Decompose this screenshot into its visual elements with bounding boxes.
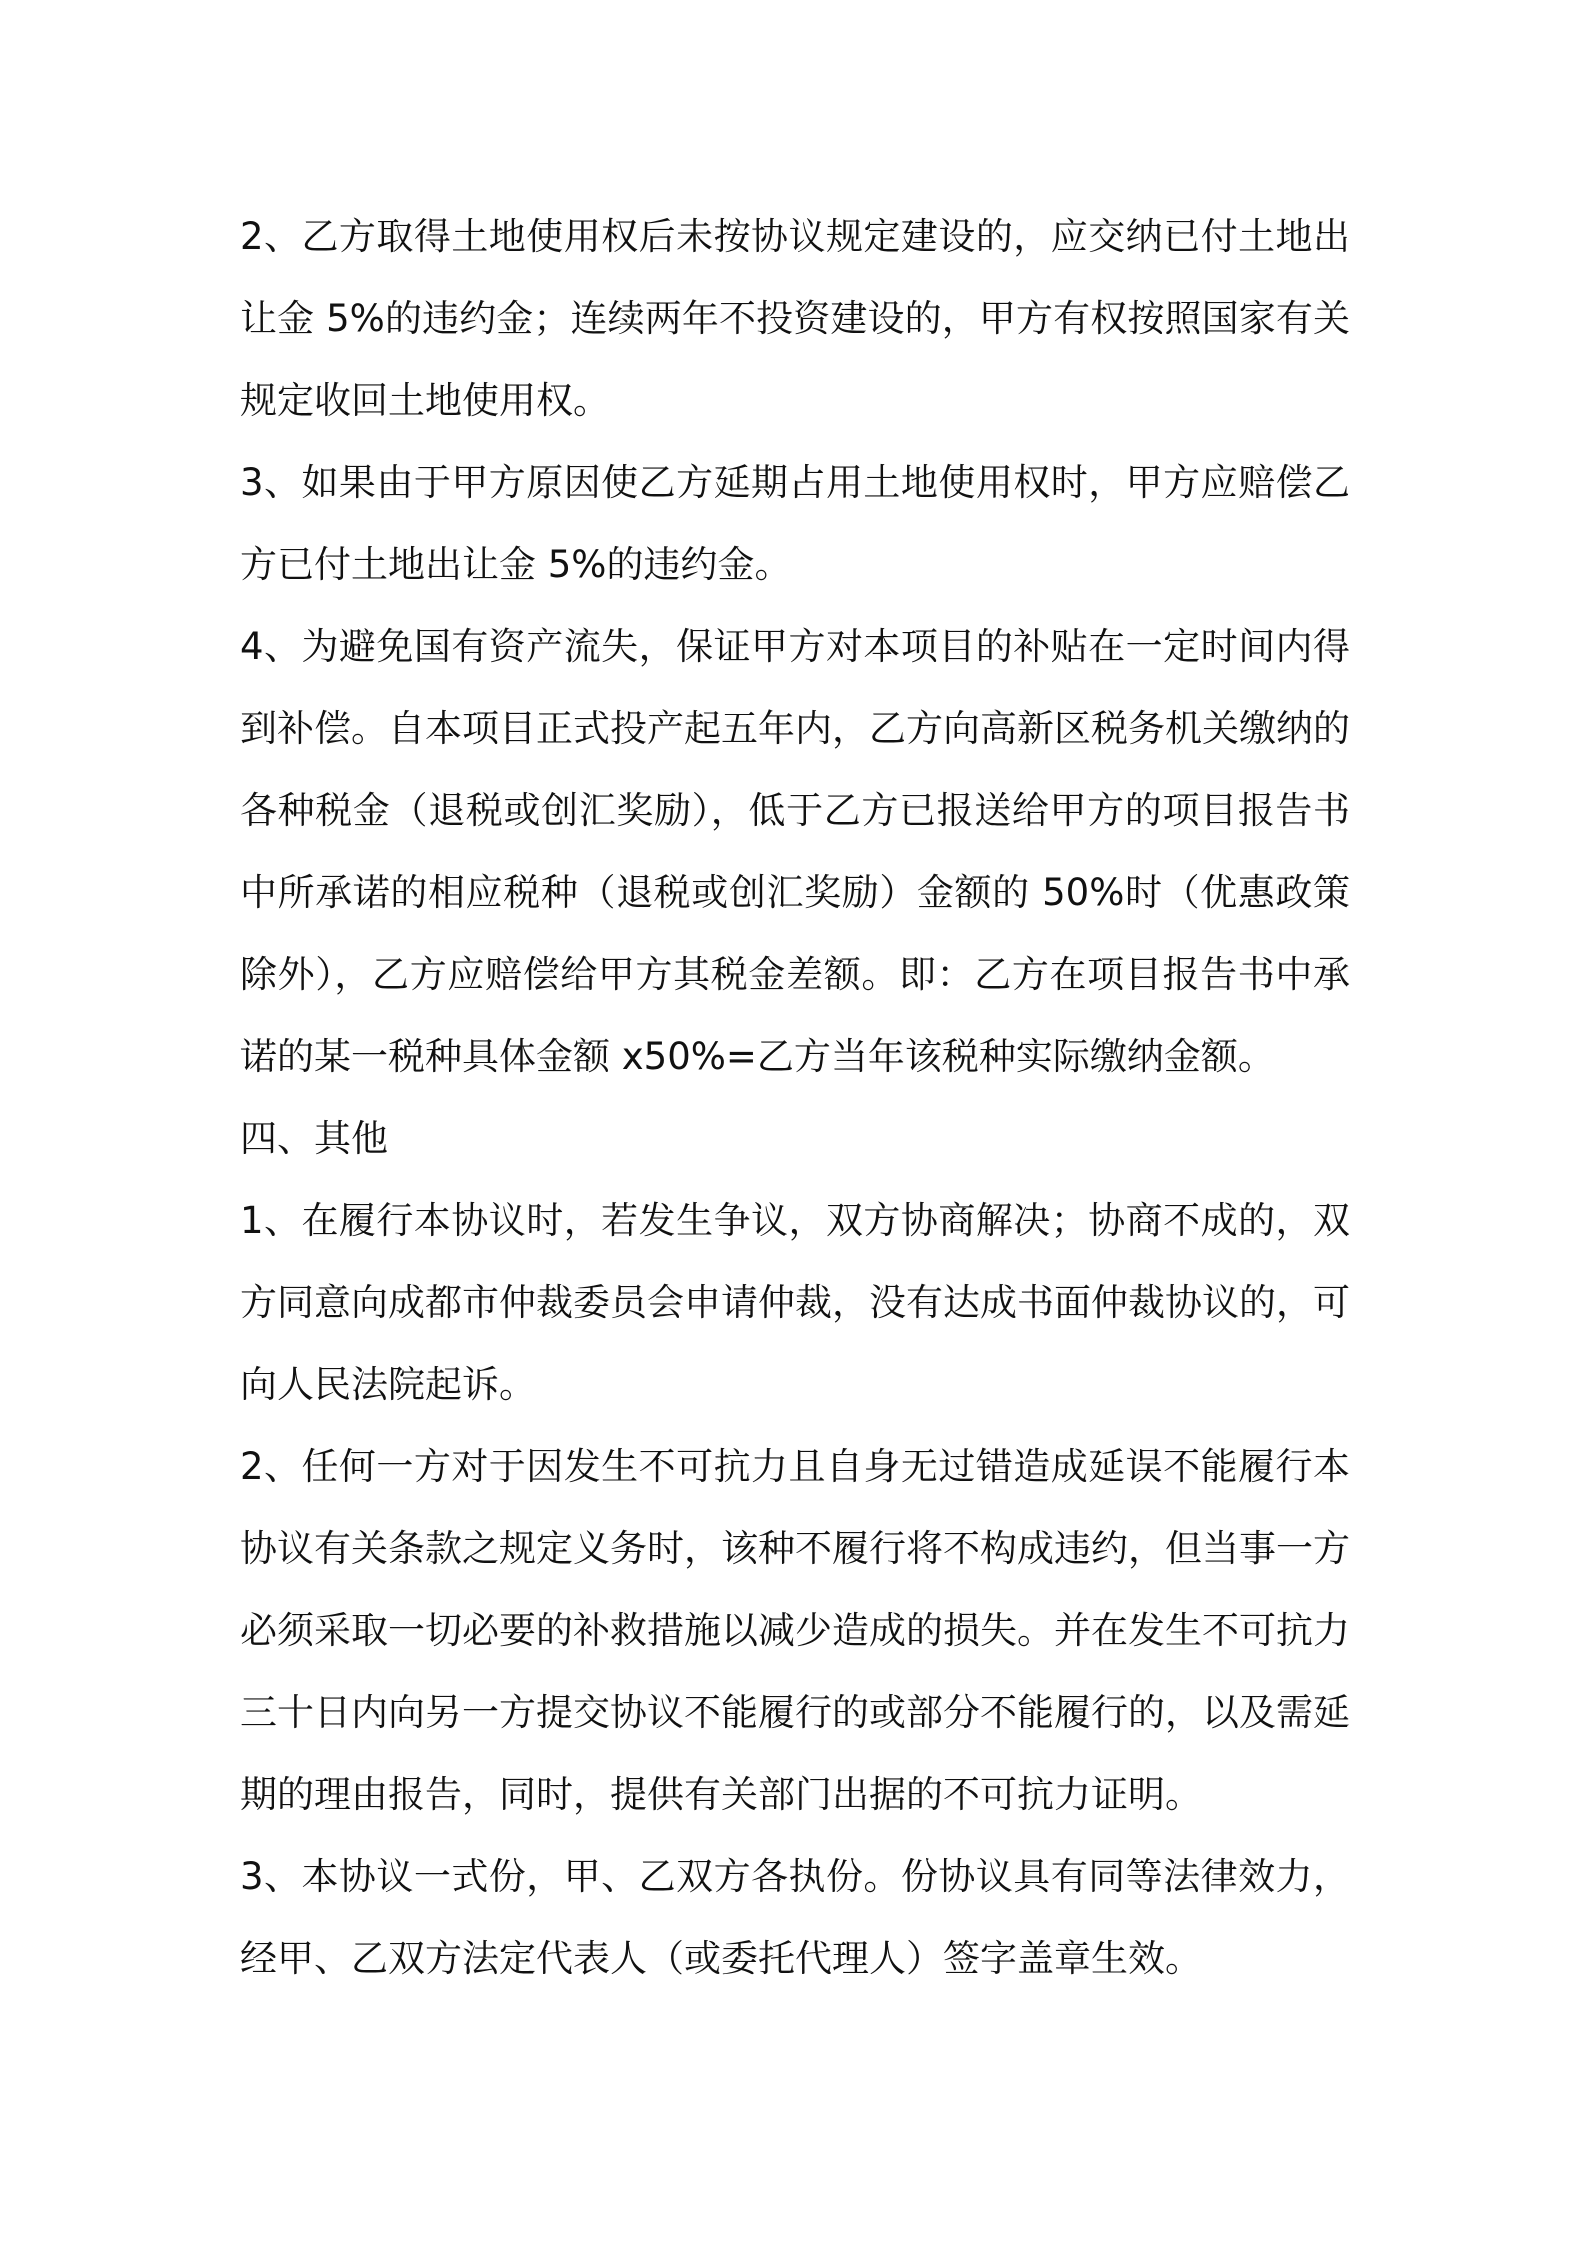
text-line: 方已付土地出让金 5%的违约金。: [240, 543, 792, 586]
text-line: 3、如果由于甲方原因使乙方延期占用土地使用权时，甲方应赔偿乙: [240, 461, 1350, 504]
text-line: 3、本协议一式份，甲、乙双方各执份。份协议具有同等法律效力，: [240, 1855, 1350, 1898]
clause-4-3-paragraph: [240, 1836, 1350, 2000]
text-line: 2、乙方取得土地使用权后未按协议规定建设的，应交纳已付土地出: [240, 215, 1350, 258]
section-4-heading: [240, 1098, 1350, 1180]
text-line: 规定收回土地使用权。: [240, 379, 610, 422]
text-line: 2、任何一方对于因发生不可抗力且自身无过错造成延误不能履行本: [240, 1445, 1350, 1488]
clause-3-2-paragraph: [240, 196, 1350, 442]
clause-4-2-paragraph: [240, 1426, 1350, 1836]
text-line: 4、为避免国有资产流失，保证甲方对本项目的补贴在一定时间内得: [240, 625, 1350, 668]
text-line: 诺的某一税种具体金额 x50%=乙方当年该税种实际缴纳金额。: [240, 1035, 1275, 1078]
text-line: 必须采取一切必要的补救措施以减少造成的损失。并在发生不可抗力: [240, 1609, 1350, 1652]
section-heading: 四、其他: [240, 1117, 388, 1160]
document-body: [240, 196, 1350, 2000]
clause-3-3-paragraph: [240, 442, 1350, 606]
text-line: 向人民法院起诉。: [240, 1363, 536, 1406]
text-line: 到补偿。自本项目正式投产起五年内，乙方向高新区税务机关缴纳的: [240, 707, 1350, 750]
text-line: 中所承诺的相应税种（退税或创汇奖励）金额的 50%时（优惠政策: [240, 871, 1350, 914]
text-line: 除外），乙方应赔偿给甲方其税金差额。即：乙方在项目报告书中承: [240, 953, 1350, 996]
text-line: 三十日内向另一方提交协议不能履行的或部分不能履行的，以及需延: [240, 1691, 1350, 1734]
text-line: 方同意向成都市仲裁委员会申请仲裁，没有达成书面仲裁协议的，可: [240, 1281, 1350, 1324]
text-line: 1、在履行本协议时，若发生争议，双方协商解决；协商不成的，双: [240, 1199, 1350, 1242]
text-line: 协议有关条款之规定义务时，该种不履行将不构成违约，但当事一方: [240, 1527, 1350, 1570]
text-line: 让金 5%的违约金；连续两年不投资建设的，甲方有权按照国家有关: [240, 297, 1350, 340]
text-line: 经甲、乙双方法定代表人（或委托代理人）签字盖章生效。: [240, 1937, 1202, 1980]
text-line: 各种税金（退税或创汇奖励），低于乙方已报送给甲方的项目报告书: [240, 789, 1350, 832]
text-line: 期的理由报告，同时，提供有关部门出据的不可抗力证明。: [240, 1773, 1202, 1816]
clause-3-4-paragraph: [240, 606, 1350, 1098]
clause-4-1-paragraph: [240, 1180, 1350, 1426]
